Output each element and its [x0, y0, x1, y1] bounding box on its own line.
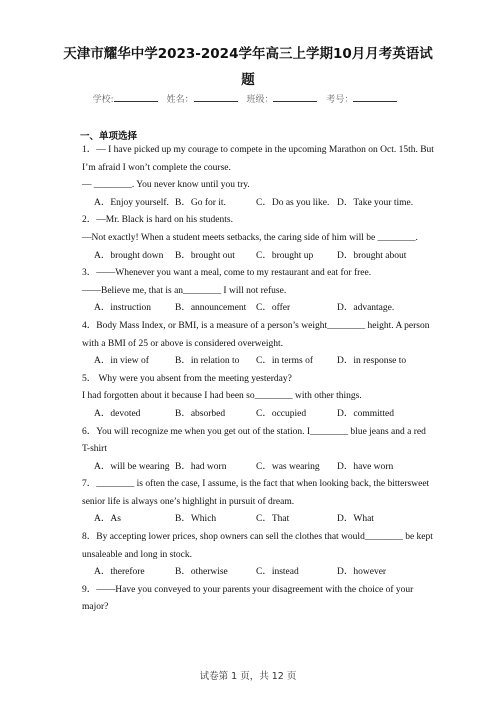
- option-b: B．announcement: [175, 303, 247, 314]
- option-d: D．committed: [337, 408, 394, 419]
- questions: [82, 142, 434, 617]
- option-b: B．had worn: [175, 461, 227, 472]
- school-blank: [114, 93, 158, 102]
- option-a: A．instruction: [94, 303, 151, 314]
- option-d: D．have worn: [337, 461, 394, 472]
- name-label: 姓名：: [166, 95, 194, 105]
- class-label: 班级：: [246, 95, 274, 105]
- option-a: A．in view of: [94, 356, 149, 367]
- options-row: [82, 300, 418, 318]
- option-c: C．Do as you like.: [256, 197, 330, 208]
- school-label: 学校:: [92, 95, 114, 105]
- question-line: senior life is always one’s highlight in pursuit of dream.: [82, 496, 295, 507]
- option-c: C．That: [256, 514, 290, 525]
- option-a: A．will be wearing: [94, 461, 170, 472]
- exam-number-blank: [353, 93, 397, 102]
- page-footer: 试卷第 1 页，共 12 页: [199, 671, 297, 682]
- options-row: [82, 195, 418, 213]
- option-a: A．As: [94, 514, 121, 525]
- option-c: C．was wearing: [256, 461, 320, 472]
- option-d: D．advantage.: [337, 303, 395, 314]
- option-b: B．Which: [175, 514, 217, 525]
- question-line: with a BMI of 25 or above is considered overweight.: [82, 338, 284, 349]
- question-line: I had forgotten about it because I had been so________ with other things.: [82, 391, 362, 402]
- class-blank: [273, 93, 317, 102]
- question-line: 7．________ is often the case, I assume, is the fact that when looking back, the bittersweet: [82, 479, 430, 490]
- option-a: A．devoted: [94, 408, 141, 419]
- section-heading: 一、单项选择: [80, 131, 138, 142]
- option-d: D．What: [337, 514, 374, 525]
- question-line: ——Believe me, that is an________ I will not refuse.: [82, 285, 287, 296]
- exam-number-label: 考号：: [326, 95, 354, 105]
- exam-title-line1: 天津市耀华中学2023-2024学年高三上学期10月月考英语试: [63, 46, 433, 62]
- option-d: D．in response to: [337, 356, 407, 367]
- option-c: C．occupied: [256, 408, 307, 419]
- question-line: 1．— I have picked up my courage to compete in the upcoming Marathon on Oct. 15th. But: [82, 145, 434, 155]
- student-info-row: [0, 92, 496, 105]
- option-d: D．Take your time.: [337, 197, 414, 208]
- question-line: I’m afraid I won’t complete the course.: [82, 162, 231, 173]
- option-d: D．brought about: [337, 250, 407, 261]
- option-a: A．brought down: [94, 250, 164, 261]
- question-line: major?: [82, 602, 109, 613]
- question-line: 3．——Whenever you want a meal, come to my restaurant and eat for free.: [82, 268, 372, 279]
- option-b: B．otherwise: [175, 567, 228, 578]
- question-line: 2．—Mr. Black is hard on his students.: [82, 215, 233, 226]
- options-row: [82, 459, 418, 477]
- option-c: C．instead: [256, 567, 299, 578]
- question-line: 8．By accepting lower prices, shop owners can sell the clothes that would________ be kept: [82, 532, 433, 543]
- option-c: C．in terms of: [256, 356, 313, 367]
- option-d: D．however: [337, 567, 387, 578]
- question-line: 5． Why were you absent from the meeting yesterday?: [82, 373, 292, 384]
- option-a: A．Enjoy yourself.: [94, 197, 169, 208]
- option-c: C．offer: [256, 303, 291, 314]
- exam-title-line2: 题: [241, 72, 255, 88]
- options-row: [82, 511, 418, 529]
- question-line: unsaleable and long in stock.: [82, 549, 193, 560]
- option-b: B．brought out: [175, 250, 235, 261]
- options-row: [82, 353, 418, 371]
- option-b: B．in relation to: [175, 356, 240, 367]
- question-line: 4．Body Mass Index, or BMI, is a measure of a person’s weight________ height. A person: [82, 320, 430, 331]
- question-line: 6．You will recognize me when you get out of the station. I________ blue jeans and a red: [82, 426, 426, 437]
- option-b: B．Go for it.: [175, 197, 226, 208]
- option-b: B．absorbed: [175, 408, 226, 419]
- options-row: [82, 248, 418, 266]
- question-line: — ________. You never know until you try.: [82, 180, 250, 191]
- question-line: 9．——Have you conveyed to your parents your disagreement with the choice of your: [82, 584, 414, 595]
- question-line: —Not exactly! When a student meets setbacks, the caring side of him will be ________.: [82, 232, 418, 243]
- option-c: C．brought up: [256, 250, 314, 261]
- option-a: A．therefore: [94, 567, 145, 578]
- question-line: T-shirt: [82, 444, 107, 455]
- options-row: [82, 564, 418, 582]
- name-blank: [194, 93, 238, 102]
- options-row: [82, 406, 418, 424]
